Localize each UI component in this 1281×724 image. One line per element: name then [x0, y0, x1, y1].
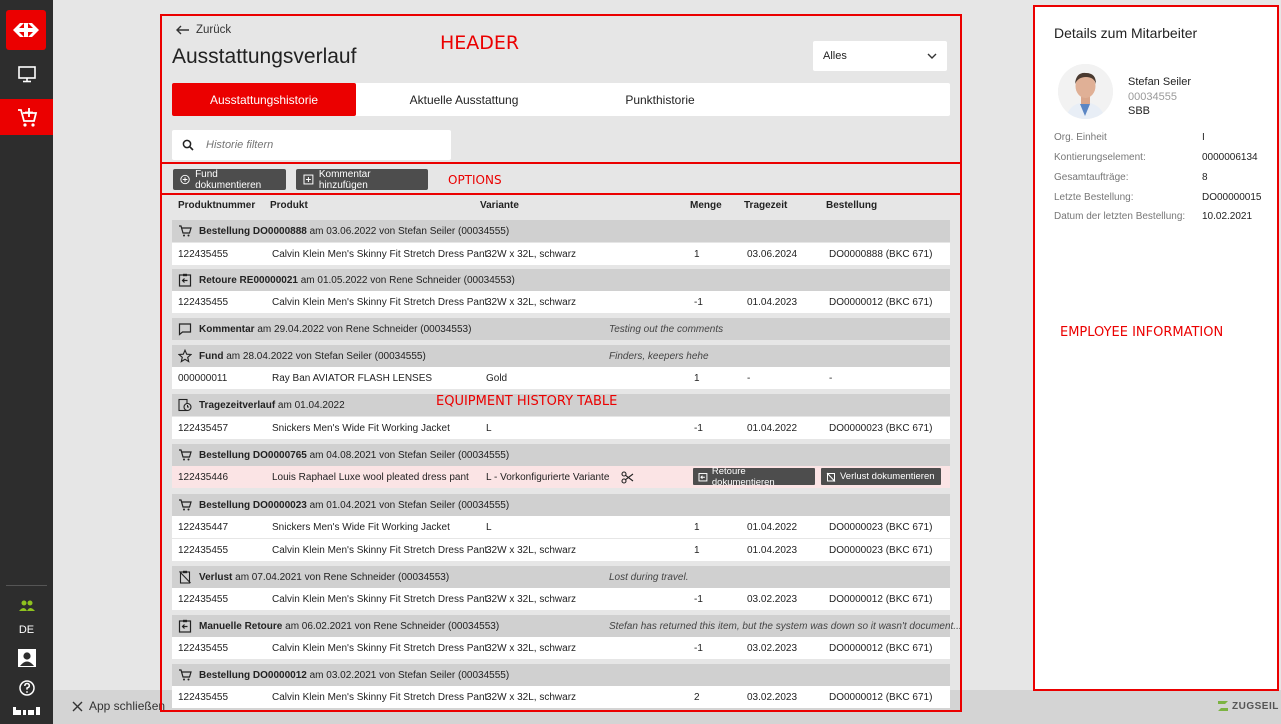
group-title: Manuelle Retoure am 06.02.2021 von Rene Schneider (00034553)	[199, 620, 500, 632]
zugseil-brand: ZUGSEIL	[1232, 700, 1279, 712]
group-title: Bestellung DO0000012 am 03.02.2021 von Stefan Seiler (00034555)	[199, 669, 510, 681]
field-label-last-order: Letzte Bestellung:	[1054, 192, 1134, 203]
table-row[interactable]: 122435455 Calvin Klein Men's Skinny Fit Stretch Dress Pant 32W x 32L, schwarz -1 03.02.2023 DO0000012 (BKC 671)	[172, 588, 950, 610]
employee-id: 00034555	[1128, 91, 1177, 103]
field-label-org-unit: Org. Einheit	[1054, 132, 1107, 143]
table-row[interactable]: 122435455 Calvin Klein Men's Skinny Fit Stretch Dress Pant 32W x 32L, schwarz 1 03.06.2024 DO0000888 (BKC 671)	[172, 243, 950, 265]
add-comment-label: Kommentar hinzufügen	[318, 168, 371, 191]
table-frame	[160, 193, 962, 712]
table-row[interactable]: 122435455 Calvin Klein Men's Skinny Fit Stretch Dress Pant 32W x 32L, schwarz 2 03.02.2023 DO0000012 (BKC 671)	[172, 686, 950, 708]
table-row[interactable]: 122435447 Snickers Men's Wide Fit Working Jacket L 1 01.04.2022 DO0000023 (BKC 671)	[172, 516, 950, 538]
page-title: Ausstattungsverlauf	[172, 45, 357, 68]
table-row[interactable]: 122435455 Calvin Klein Men's Skinny Fit Stretch Dress Pant 32W x 32L, schwarz -1 03.02.2023 DO0000012 (BKC 671)	[172, 637, 950, 659]
col-wear-time[interactable]: Tragezeit	[744, 200, 788, 211]
options-frame	[160, 162, 962, 195]
employee-frame	[1033, 5, 1279, 691]
group-title: Fund am 28.04.2022 von Stefan Seiler (00034555)	[199, 350, 426, 362]
group-title: Kommentar am 29.04.2022 von Rene Schneider (00034553)	[199, 323, 472, 335]
annotation-table: EQUIPMENT HISTORY TABLE	[436, 394, 618, 409]
nav-team[interactable]	[0, 589, 53, 625]
nav-monitor[interactable]	[0, 56, 53, 92]
field-value-total-orders: 8	[1202, 172, 1208, 183]
back-label: Zurück	[196, 24, 232, 36]
group-title: Bestellung DO0000023 am 01.04.2021 von Stefan Seiler (00034555)	[199, 499, 510, 511]
field-value-last-order-date: 10.02.2021	[1202, 211, 1253, 222]
field-value-org-unit: I	[1202, 132, 1205, 143]
sbb-logo[interactable]	[6, 10, 46, 50]
document-find-label: Fund dokumentieren	[195, 168, 262, 191]
group-title: Tragezeitverlauf am 01.04.2022	[199, 399, 345, 411]
table-row[interactable]: 000000011 Ray Ban AVIATOR FLASH LENSES Gold 1 - -	[172, 367, 950, 389]
group-note: Finders, keepers hehe	[609, 350, 709, 362]
header-frame	[160, 14, 962, 164]
train-icon	[12, 704, 42, 716]
close-app-button[interactable]	[72, 699, 165, 713]
close-app-label: App schließen	[89, 699, 166, 713]
cart-add-icon	[16, 106, 38, 128]
table-row-selected[interactable]: 122435446 Louis Raphael Luxe wool pleated dress pant L - Vorkonfigurierte Variante Retoure dokumentieren Verlust dokumentieren	[172, 466, 950, 488]
document-return-label: Retoure dokumentieren	[711, 465, 775, 488]
side-nav	[0, 0, 53, 724]
nav-collapse[interactable]	[0, 692, 53, 724]
employee-name: Stefan Seiler	[1128, 76, 1191, 88]
table-row[interactable]: 122435455 Calvin Klein Men's Skinny Fit Stretch Dress Pant 32W x 32L, schwarz -1 01.04.2023 DO0000012 (BKC 671)	[172, 291, 950, 313]
team-icon	[18, 599, 36, 615]
annotation-options: OPTIONS	[448, 173, 502, 187]
group-note: Testing out the comments	[609, 323, 724, 335]
zugseil-logo	[1217, 700, 1279, 712]
group-title: Retoure RE00000021 am 01.05.2022 von Rene Schneider (00034553)	[199, 274, 515, 286]
nav-cart[interactable]	[0, 99, 53, 135]
tab-equipment-history[interactable]: Ausstattungshistorie	[172, 83, 356, 116]
field-value-account-element: 0000006134	[1202, 152, 1258, 163]
col-order[interactable]: Bestellung	[826, 200, 878, 211]
group-title: Bestellung DO0000765 am 04.08.2021 von Stefan Seiler (00034555)	[199, 449, 510, 461]
group-title: Bestellung DO0000888 am 03.06.2022 von Stefan Seiler (00034555)	[199, 225, 510, 237]
sbb-logo-icon	[11, 20, 41, 40]
col-variant[interactable]: Variante	[480, 200, 519, 211]
user-icon	[17, 648, 37, 668]
group-note: Lost during travel.	[609, 571, 689, 583]
tab-current-equipment[interactable]: Aktuelle Ausstattung	[409, 92, 519, 107]
employee-org: SBB	[1128, 105, 1151, 117]
col-quantity[interactable]: Menge	[690, 200, 722, 211]
col-product[interactable]: Produkt	[270, 200, 308, 211]
table-row[interactable]: 122435455 Calvin Klein Men's Skinny Fit Stretch Dress Pant 32W x 32L, schwarz 1 01.04.2023 DO0000023 (BKC 671)	[172, 539, 950, 561]
annotation-header: HEADER	[440, 32, 520, 54]
group-title: Verlust am 07.04.2021 von Rene Schneider (00034553)	[199, 571, 450, 583]
history-type-value: Alles	[823, 50, 847, 62]
document-loss-label: Verlust dokumentieren	[840, 471, 935, 482]
group-note: Stefan has returned this item, but the system was down so it wasn't document...	[609, 620, 962, 632]
tab-point-history[interactable]: Punkthistorie	[625, 92, 695, 107]
close-icon	[72, 701, 83, 712]
field-value-last-order: DO00000015	[1202, 192, 1262, 203]
col-product-number[interactable]: Produktnummer	[178, 200, 256, 211]
field-label-total-orders: Gesamtaufträge:	[1054, 172, 1129, 183]
language-switch[interactable]: DE	[18, 624, 35, 636]
monitor-icon	[17, 65, 37, 83]
field-label-last-order-date: Datum der letzten Bestellung:	[1054, 211, 1186, 222]
employee-panel-title: Details zum Mitarbeiter	[1054, 25, 1198, 41]
annotation-employee: EMPLOYEE INFORMATION	[1060, 325, 1224, 340]
field-label-account-element: Kontierungselement:	[1054, 152, 1146, 163]
nav-divider	[6, 585, 47, 586]
table-row[interactable]: 122435457 Snickers Men's Wide Fit Working Jacket L -1 01.04.2022 DO0000023 (BKC 671)	[172, 417, 950, 439]
zugseil-logo-icon	[1217, 700, 1229, 712]
